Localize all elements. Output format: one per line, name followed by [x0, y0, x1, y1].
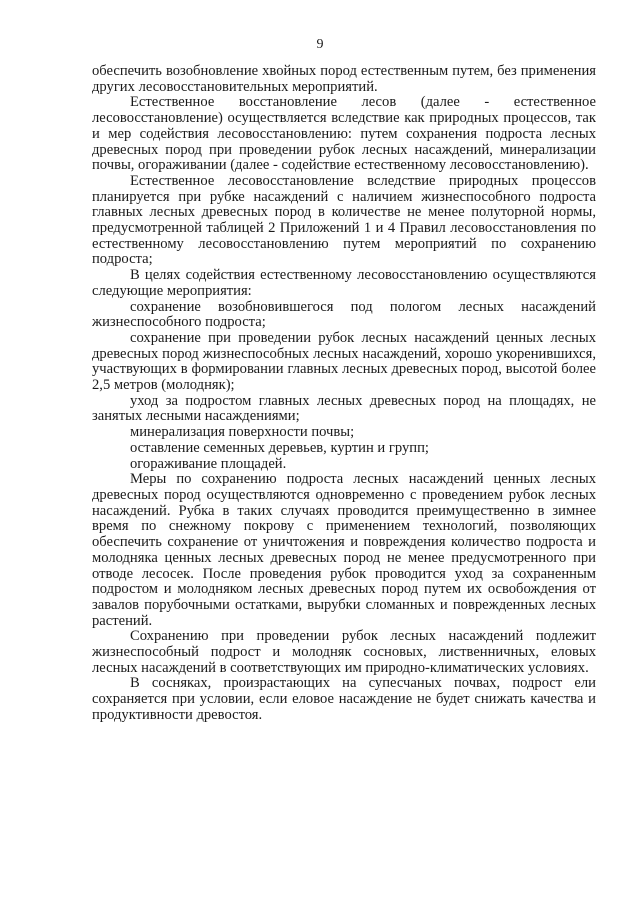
- body-text: [92, 64, 596, 724]
- paragraph: Естественное восстановление лесов (далее - естественное лесовосстановление) осуществляется вследствие как природных процессов, так и мер содействия лесовосстановлению: путем сохранения подроста лесных древесных пород при проведении рубок лесных насаждений, минерализации почвы, огораживании (далее - содействие естественному лесовосстановлению).: [92, 94, 596, 174]
- list-item: оставление семенных деревьев, куртин и групп;: [130, 439, 429, 456]
- page-number: 9: [316, 37, 324, 52]
- list-item: огораживание площадей.: [130, 455, 287, 472]
- paragraph: обеспечить возобновление хвойных пород естественным путем, без применения других лесовосстановительных мероприятий.: [92, 63, 596, 95]
- paragraph: Естественное лесовосстановление вследствие природных процессов планируется при рубке насаждений с наличием жизнеспособного подроста главных лесных древесных пород в количестве не менее полуторной нормы, предусмотренной таблицей 2 Приложений 1 и 4 Правил лесовосстановления по естественному лесовосстановлению путем мероприятий по сохранению подроста;: [92, 172, 596, 268]
- list-item: минерализация поверхности почвы;: [130, 424, 355, 441]
- paragraph: В сосняках, произрастающих на супесчаных почвах, подрост ели сохраняется при условии, если еловое насаждение не будет снижать качества и продуктивности древостоя.: [92, 675, 596, 723]
- paragraph: Меры по сохранению подроста лесных насаждений ценных лесных древесных пород осуществляются одновременно с проведением рубок лесных насаждений. Рубка в таких случаях проводится преимущественно в зимнее время по снежному покрову с применением технологий, позволяющих обеспечить сохранение от уничтожения и повреждения количество подроста и молодняка ценных лесных древесных пород не менее предусмотренного при отводе лесосек. После проведения рубок проводится уход за сохраненным подростом и молодняком лесных древесных пород путем их освобождения от завалов порубочными остатками, вырубки сломанных и поврежденных лесных растений.: [92, 471, 596, 629]
- list-item: сохранение при проведении рубок лесных насаждений ценных лесных древесных пород жизнеспособных лесных насаждений, хорошо укоренившихся, участвующих в формировании главных лесных древесных пород, высотой более 2,5 метров (молодняк);: [92, 329, 596, 394]
- list-item: сохранение возобновившегося под пологом лесных насаждений жизнеспособного подроста;: [92, 298, 596, 331]
- paragraph: В целях содействия естественному лесовосстановлению осуществляются следующие мероприятия:: [92, 267, 596, 299]
- list-item: уход за подростом главных лесных древесных пород на площадях, не занятых лесными насаждениями;: [92, 392, 596, 425]
- paragraph: Сохранению при проведении рубок лесных насаждений подлежит жизнеспособный подрост и молодняк сосновых, лиственничных, еловых лесных насаждений в соответствующих им природно-климатических условиях.: [92, 628, 596, 676]
